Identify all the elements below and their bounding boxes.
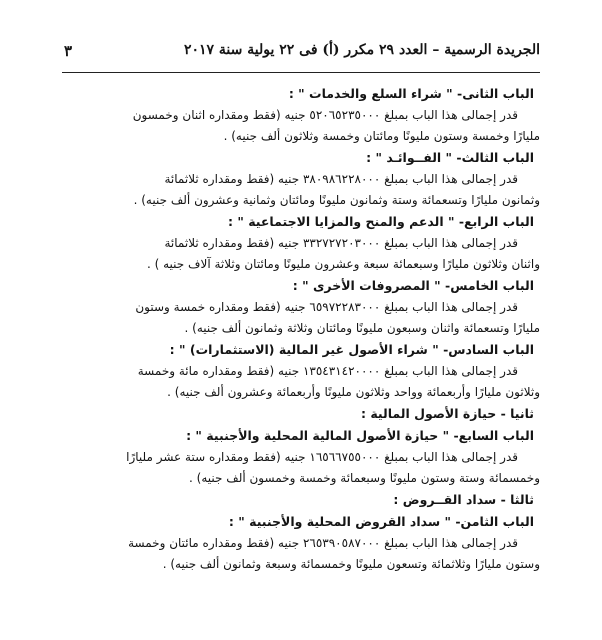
section-heading: الباب الرابع- " الدعم والمنح والمزايا الاجتماعية " :	[228, 214, 534, 229]
section-heading: الباب الثامن- " سداد القروض المحلية والأجنبية " :	[228, 514, 534, 529]
part-heading: ثانيا - حيازة الأصول المالية :	[361, 406, 534, 421]
section-chapter-6	[62, 339, 540, 403]
section-text-line: قدر إجمالى هذا الباب بمبلغ ٣٨٠٩٨٦٢٢٨٠٠٠ جنيه (فقط ومقداره ثلاثمائة	[164, 172, 518, 186]
section-text-line: قدر إجمالى هذا الباب بمبلغ ١٦٥٦٦٧٥٥٠٠٠ جنيه (فقط ومقداره ستة عشر مليارًا	[126, 450, 518, 464]
section-heading: الباب الخامس- " المصروفات الأخرى " :	[292, 278, 534, 293]
section-text-line: وثمانون مليارًا وتسعمائة وستة وثمانون مليونًا ومائتان وثمانية وعشرون ألف جنيه) .	[133, 193, 540, 207]
section-chapter-2	[62, 83, 540, 147]
section-text-line: قدر إجمالى هذا الباب بمبلغ ٣٣٢٧٢٧٢٠٣٠٠٠ جنيه (فقط ومقداره ثلاثمائة	[164, 236, 518, 250]
section-part-3	[62, 489, 540, 511]
section-chapter-3	[62, 147, 540, 211]
section-part-2	[62, 403, 540, 425]
section-text-line: واثنان وثلاثون مليارًا وسبعمائة سبعة وعشرون مليونًا ومائتان وثلاثة آلاف جنيه ) .	[147, 257, 540, 271]
section-text-line: قدر إجمالى هذا الباب بمبلغ ٥٢٠٦٥٢٣٥٠٠٠ جنيه (فقط ومقداره اثنان وخمسون	[132, 108, 518, 122]
section-text-line: مليارًا وخمسة وستون مليونًا ومائتان وخمسة وثلاثون ألف جنيه) .	[223, 129, 540, 143]
gazette-header-title: الجريدة الرسمية – العدد ٢٩ مكرر (أ) فى ٢٢ يولية سنة ٢٠١٧	[183, 42, 540, 58]
section-text-line: قدر إجمالى هذا الباب بمبلغ ٢٦٥٣٩٠٥٨٧٠٠٠ جنيه (فقط ومقداره مائتان وخمسة	[128, 536, 518, 550]
section-text-line: مليارًا وتسعمائة واثنان وسبعون مليونًا ومائتان وثلاثة وثمانون ألف جنيه) .	[184, 321, 540, 335]
section-chapter-5	[62, 275, 540, 339]
section-text-line: وخمسمائة وستة وستون مليونًا وسبعمائة وخمسة وخمسون ألف جنيه) .	[189, 471, 540, 485]
section-heading: الباب السابع- " حيازة الأصول المالية المحلية والأجنبية " :	[186, 428, 534, 443]
section-heading: الباب السادس- " شراء الأصول غير المالية (الاستثمارات) " :	[169, 342, 534, 357]
section-heading: الباب الثالث- " الفــوائـد " :	[366, 150, 534, 165]
section-chapter-7	[62, 425, 540, 489]
section-text-line: قدر إجمالى هذا الباب بمبلغ ١٣٥٤٣١٤٢٠٠٠٠ جنيه (فقط ومقداره مائة وخمسة	[137, 364, 518, 378]
page-number: ٣	[64, 42, 73, 60]
header-divider	[62, 72, 540, 73]
section-text-line: وثلاثون مليارًا وأربعمائة وواحد وثلاثون مليونًا وأربعمائة وعشرون ألف جنيه) .	[167, 385, 540, 399]
part-heading: ثالثا - سداد القــروض :	[393, 492, 534, 507]
section-text-line: قدر إجمالى هذا الباب بمبلغ ٦٥٩٧٢٢٨٣٠٠٠ جنيه (فقط ومقداره خمسة وستون	[135, 300, 518, 314]
section-text-line: وستون مليارًا وثلاثمائة وتسعون مليونًا وخمسمائة وسبعة وثمانون ألف جنيه) .	[162, 557, 540, 571]
section-chapter-4	[62, 211, 540, 275]
section-chapter-8	[62, 511, 540, 575]
running-header	[62, 38, 540, 68]
section-heading: الباب الثانى- " شراء السلع والخدمات " :	[288, 86, 534, 101]
